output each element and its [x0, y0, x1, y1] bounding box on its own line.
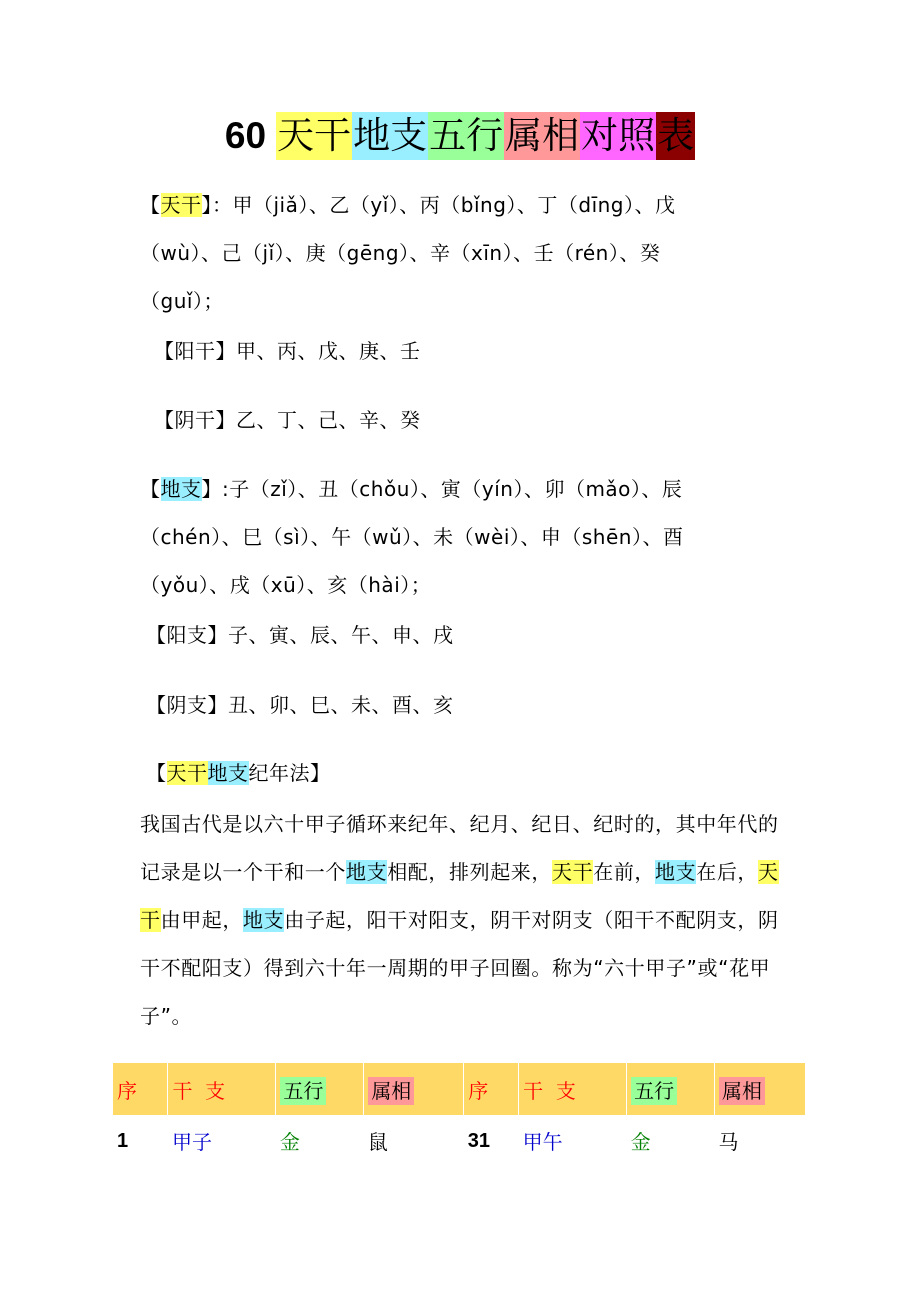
paragraph-text: 相配，排列起来，: [387, 860, 553, 884]
header-seq: 序: [117, 1078, 137, 1103]
header-shuxiang: 属相: [368, 1077, 414, 1105]
header-wuxing: 五行: [280, 1077, 326, 1105]
title-segment-tiangan: 天干: [276, 112, 352, 160]
cell-wuxing: [627, 1115, 715, 1165]
header-cell: [464, 1063, 519, 1115]
paragraph-text: 由子起，阳干对阳支，阴干对阴支（阳干不配阴支，阴干不配阳支）得到六十年一周期的甲子回圈。称为“六十甲子”或“花甲子”。: [140, 908, 779, 1028]
highlight-dizhi: 地支: [655, 860, 697, 884]
tiangan-yin: 【阴干】乙、丁、己、辛、癸: [154, 408, 421, 432]
bracket-open: 【: [146, 761, 167, 785]
header-shuxiang: 属相: [719, 1077, 765, 1105]
wuxing-value: 金: [630, 1129, 651, 1154]
header-cell: [276, 1063, 364, 1115]
cell-ganzhi: [519, 1115, 627, 1165]
paragraph-text: 我国古代是以六十甲子循环来纪年、纪月、纪日、纪时的，其中年代的记录是以一个干和一个: [140, 812, 779, 884]
header-cell: [627, 1063, 715, 1115]
title-segment-dizhi: 地支: [352, 112, 428, 160]
method-paragraph: [140, 800, 790, 1040]
method-heading-rest: 纪年法】: [248, 761, 331, 785]
cell-shuxiang: [715, 1115, 806, 1165]
wuxing-value: 金: [279, 1129, 300, 1154]
header-wuxing: 五行: [631, 1077, 677, 1105]
bracket-open: 【: [140, 477, 161, 501]
paragraph-text: 在后，: [696, 860, 759, 884]
ganzhi-value: 甲子: [171, 1129, 212, 1154]
page-title: [0, 112, 920, 160]
header-ganzhi: 干 支: [172, 1078, 226, 1103]
table-row: [113, 1115, 806, 1165]
seq-value: 31: [467, 1129, 490, 1152]
highlight-dizhi: 地支: [243, 908, 285, 932]
header-ganzhi: 干 支: [523, 1078, 576, 1103]
cell-seq: [464, 1115, 519, 1165]
header-cell: [168, 1063, 276, 1115]
title-segment-shuxiang: 属相: [504, 112, 580, 160]
tiangan-text-1: ：甲（jiǎ）、乙（yǐ）、丙（bǐng）、丁（dīng）、戊: [212, 193, 676, 217]
header-seq: 序: [468, 1078, 489, 1103]
highlight-dizhi: 地支: [346, 860, 388, 884]
bracket-open: 【: [140, 193, 161, 217]
highlight-tiangan: 天干: [552, 860, 594, 884]
method-heading: [146, 758, 331, 788]
header-cell: [364, 1063, 464, 1115]
title-segment-duizhao: 对照: [580, 112, 656, 160]
cell-wuxing: [276, 1115, 364, 1165]
highlight-tiangan: 天干: [140, 860, 779, 932]
bracket-close: 】: [201, 477, 222, 501]
bracket-close: 】: [201, 193, 212, 217]
shuxiang-value: 马: [718, 1129, 739, 1154]
title-segment-wuxing: 五行: [428, 112, 504, 160]
cell-ganzhi: [168, 1115, 276, 1165]
table-header-row: [113, 1063, 806, 1115]
cell-seq: [113, 1115, 168, 1165]
paragraph-text: 在前，: [593, 860, 656, 884]
shuxiang-value: 鼠: [367, 1129, 388, 1154]
dizhi-line-2: （chén）、巳（sì）、午（wǔ）、未（wèi）、申（shēn）、酉: [140, 525, 684, 549]
header-cell: [519, 1063, 627, 1115]
tiangan-label: 天干: [160, 193, 202, 217]
cell-shuxiang: [364, 1115, 464, 1165]
title-number: 60: [224, 115, 267, 156]
dizhi-yang: 【阳支】子、寅、辰、午、申、戌: [146, 623, 454, 647]
method-label-dizhi: 地支: [207, 761, 249, 785]
tiangan-yang: 【阳干】甲、丙、戊、庚、壬: [154, 339, 421, 363]
dizhi-text-1: :子（zǐ）、丑（chǒu）、寅（yín）、卯（mǎo）、辰: [222, 477, 683, 501]
jiazi-table: [113, 1063, 806, 1165]
dizhi-yin: 【阴支】丑、卯、巳、未、酉、亥: [146, 693, 454, 717]
paragraph-text: 由甲起，: [160, 908, 244, 932]
header-cell: [113, 1063, 168, 1115]
dizhi-label: 地支: [160, 477, 202, 501]
ganzhi-value: 甲午: [522, 1129, 563, 1154]
tiangan-line-3: （guǐ）；: [140, 289, 224, 313]
method-label-tiangan: 天干: [166, 761, 208, 785]
tiangan-line-1: [140, 190, 676, 220]
header-cell: [715, 1063, 806, 1115]
seq-value: 1: [117, 1129, 129, 1152]
tiangan-line-2: （wù）、己（jǐ）、庚（gēng）、辛（xīn）、壬（rén）、癸: [140, 241, 661, 265]
dizhi-line-3: （yǒu）、戌（xū）、亥（hài）；: [140, 573, 432, 597]
dizhi-line-1: [140, 474, 682, 504]
title-segment-biao: 表: [656, 112, 695, 160]
